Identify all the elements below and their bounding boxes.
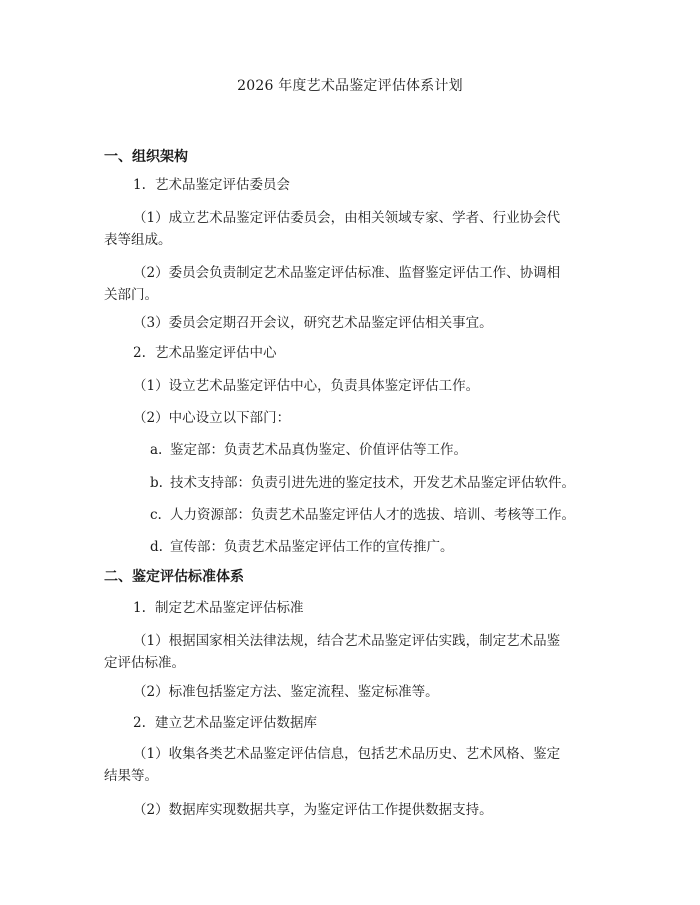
section-heading: 一、组织架构 <box>104 149 188 165</box>
item-number: 2. <box>133 715 146 731</box>
list-item <box>150 536 454 558</box>
list-item <box>133 597 304 619</box>
list-item <box>150 472 575 494</box>
item-text: 制定艺术品鉴定评估标准 <box>155 600 304 616</box>
list-item <box>150 504 575 526</box>
item-letter: a. <box>150 442 163 458</box>
list-item <box>133 342 277 364</box>
item-text: 建立艺术品鉴定评估数据库 <box>155 715 317 731</box>
paragraph: （3）委员会定期召开会议，研究艺术品鉴定评估相关事宜。 <box>133 315 493 331</box>
item-text: 艺术品鉴定评估委员会 <box>155 177 290 193</box>
item-text: 艺术品鉴定评估中心 <box>155 345 277 361</box>
paragraph: （2）标准包括鉴定方法、鉴定流程、鉴定标准等。 <box>133 684 439 700</box>
section-heading: 二、鉴定评估标准体系 <box>104 569 244 585</box>
paragraph: （2）委员会负责制定艺术品鉴定评估标准、监督鉴定评估工作、协调相关部门。 <box>104 265 561 303</box>
item-text: 人力资源部：负责艺术品鉴定评估人才的选拔、培训、考核等工作。 <box>170 507 575 523</box>
document-title: 2026 年度艺术品鉴定评估体系计划 <box>237 78 463 94</box>
item-letter: c. <box>150 507 162 523</box>
item-text: 技术支持部：负责引进先进的鉴定技术，开发艺术品鉴定评估软件。 <box>170 475 575 491</box>
item-number: 2. <box>133 345 146 361</box>
item-letter: b. <box>150 475 163 491</box>
paragraph: （1）根据国家相关法律法规，结合艺术品鉴定评估实践，制定艺术品鉴定评估标准。 <box>104 633 561 671</box>
item-number: 1. <box>133 600 146 616</box>
list-item <box>150 439 467 461</box>
paragraph: （2）中心设立以下部门： <box>133 410 291 426</box>
paragraph: （2）数据库实现数据共享，为鉴定评估工作提供数据支持。 <box>133 802 493 818</box>
paragraph: （1）设立艺术品鉴定评估中心，负责具体鉴定评估工作。 <box>133 378 480 394</box>
item-text: 宣传部：负责艺术品鉴定评估工作的宣传推广。 <box>170 539 454 555</box>
paragraph: （1）收集各类艺术品鉴定评估信息，包括艺术品历史、艺术风格、鉴定结果等。 <box>104 746 561 784</box>
item-letter: d. <box>150 539 163 555</box>
item-number: 1. <box>133 177 146 193</box>
paragraph: （1）成立艺术品鉴定评估委员会，由相关领域专家、学者、行业协会代表等组成。 <box>104 210 561 248</box>
list-item <box>133 712 317 734</box>
list-item <box>133 174 290 196</box>
item-text: 鉴定部：负责艺术品真伪鉴定、价值评估等工作。 <box>170 442 467 458</box>
